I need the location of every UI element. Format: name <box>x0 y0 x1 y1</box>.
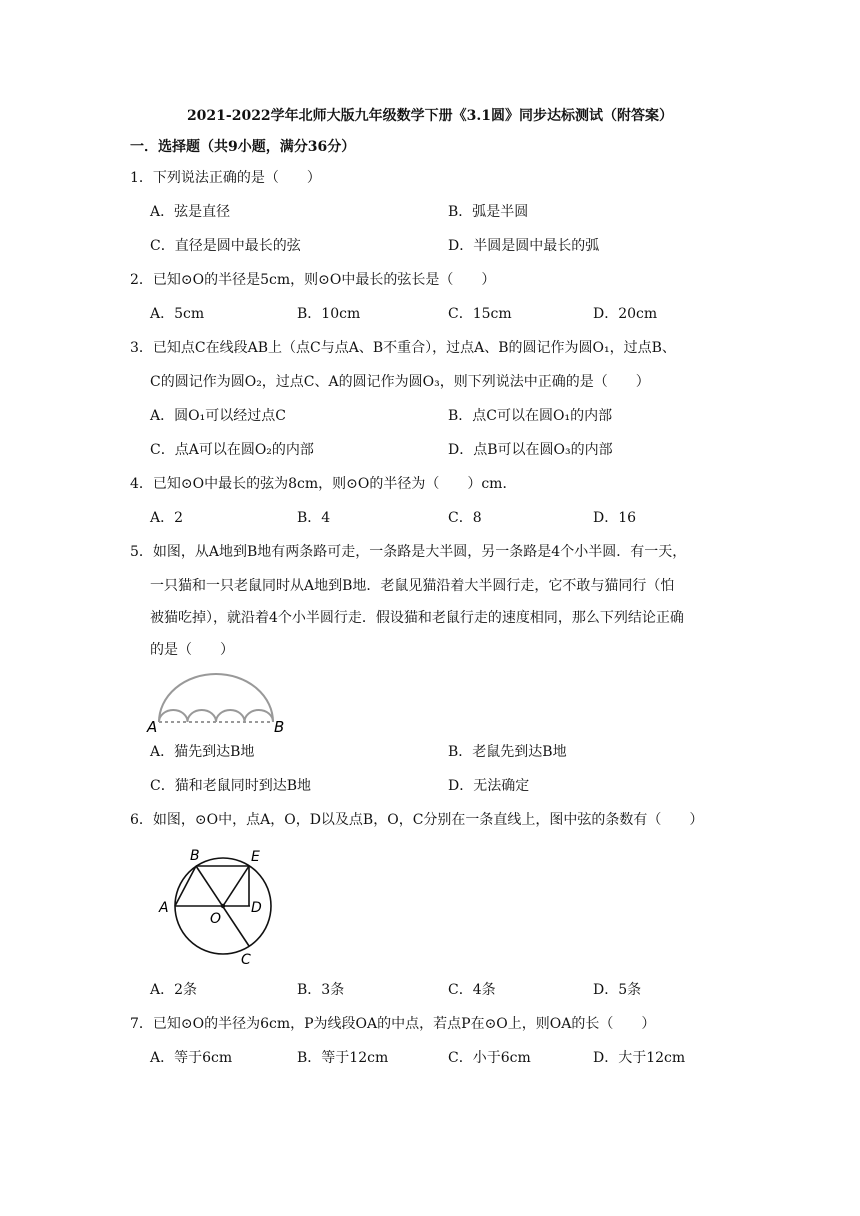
question-3-option-d: D．点B可以在圆O₃的内部 <box>448 442 613 458</box>
small-semicircles-path <box>159 710 273 722</box>
question-3-option-b: B．点C可以在圆O₁的内部 <box>448 408 613 424</box>
question-4-option-b: B．4 <box>297 510 331 526</box>
question-7-option-c: C．小于6cm <box>448 1050 531 1066</box>
question-1-stem: 1．下列说法正确的是（ ） <box>130 170 321 186</box>
question-1-option-c: C．直径是圆中最长的弦 <box>150 238 301 254</box>
question-3-stem-line-1: 3．已知点C在线段AB上（点C与点A、B不重合），过点A、B的圆记作为圆O₁，过点B、 <box>130 340 676 356</box>
question-3-option-a: A．圆O₁可以经过点C <box>150 408 286 424</box>
center-point-o <box>221 904 225 908</box>
point-a-label: A <box>159 900 169 916</box>
point-a-label: A <box>147 718 158 736</box>
question-6-option-c: C．4条 <box>448 982 496 998</box>
large-semicircle-path <box>159 674 273 722</box>
chord-ab <box>175 866 196 906</box>
question-7-stem: 7．已知⊙O的半径为6cm，P为线段OA的中点，若点P在⊙O上，则OA的长（ ） <box>130 1016 656 1032</box>
question-2-stem: 2．已知⊙O的半径是5cm，则⊙O中最长的弦长是（ ） <box>130 272 496 288</box>
question-6-stem: 6．如图，⊙O中，点A，O，D以及点B，O，C分别在一条直线上，图中弦的条数有（ ） <box>130 812 704 828</box>
question-3-stem-line-2: C的圆记作为圆O₂，过点C、A的圆记作为圆O₃，则下列说法中正确的是（ ） <box>150 374 650 390</box>
question-6-option-b: B．3条 <box>297 982 345 998</box>
question-5-option-b: B．老鼠先到达B地 <box>448 744 567 760</box>
point-d-label: D <box>251 900 262 916</box>
question-4-option-d: D．16 <box>593 510 637 526</box>
segment-eo <box>223 866 249 906</box>
point-b-label: B <box>274 718 285 736</box>
point-o-label: O <box>210 911 222 927</box>
question-7-option-b: B．等于12cm <box>297 1050 389 1066</box>
point-e-label: E <box>251 849 260 865</box>
question-2-option-d: D．20cm <box>593 306 658 322</box>
semicircle-paths-figure <box>145 666 295 736</box>
question-6-option-a: A．2条 <box>150 982 198 998</box>
question-1-option-a: A．弦是直径 <box>150 204 231 220</box>
circle-chords-figure <box>150 844 280 970</box>
question-5-option-d: D．无法确定 <box>448 778 530 794</box>
point-c-label: C <box>241 952 251 968</box>
question-5-stem-line-3: 被猫吃掉），就沿着4个小半圆行走．假设猫和老鼠行走的速度相同，那么下列结论正确 <box>150 610 684 626</box>
question-4-stem: 4．已知⊙O中最长的弦为8cm，则⊙O的半径为（ ）cm． <box>130 476 517 492</box>
question-5-option-c: C．猫和老鼠同时到达B地 <box>150 778 311 794</box>
question-1-option-d: D．半圆是圆中最长的弧 <box>448 238 600 254</box>
section-heading: 一．选择题（共9小题，满分36分） <box>130 139 356 155</box>
document-title: 2021-2022学年北师大版九年级数学下册《3.1圆》同步达标测试（附答案） <box>186 108 674 124</box>
question-4-option-a: A．2 <box>150 510 184 526</box>
question-2-option-a: A．5cm <box>150 306 205 322</box>
question-5-stem-line-4: 的是（ ） <box>150 642 234 658</box>
question-6-option-d: D．5条 <box>593 982 642 998</box>
question-2-option-c: C．15cm <box>448 306 512 322</box>
question-5-stem-line-1: 5．如图，从A地到B地有两条路可走，一条路是大半圆，另一条路是4个小半圆．有一天， <box>130 544 687 560</box>
question-3-option-c: C．点A可以在圆O₂的内部 <box>150 442 314 458</box>
question-1-option-b: B．弧是半圆 <box>448 204 529 220</box>
question-5-option-a: A．猫先到达B地 <box>150 744 255 760</box>
point-b-label: B <box>190 848 200 864</box>
question-4-option-c: C．8 <box>448 510 482 526</box>
question-7-option-a: A．等于6cm <box>150 1050 233 1066</box>
question-2-option-b: B．10cm <box>297 306 361 322</box>
question-5-stem-line-2: 一只猫和一只老鼠同时从A地到B地．老鼠见猫沿着大半圆行走，它不敢与猫同行（怕 <box>150 578 675 594</box>
question-7-option-d: D．大于12cm <box>593 1050 686 1066</box>
